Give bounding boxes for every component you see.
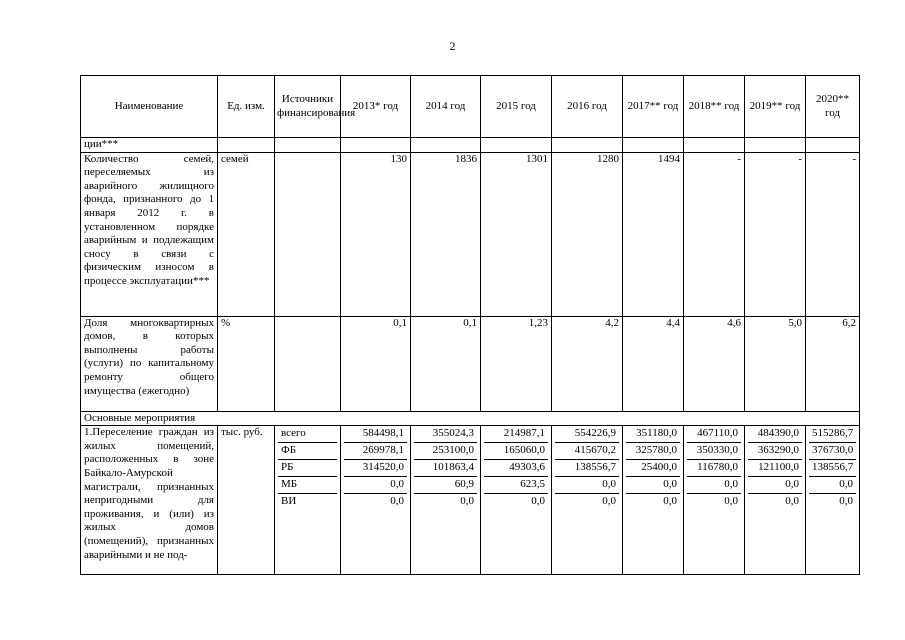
year-values-cell (745, 426, 806, 575)
funding-source: РБ (278, 459, 337, 476)
year-values-cell (481, 426, 552, 575)
value-cell: 138556,7 (555, 459, 619, 476)
funding-source: МБ (278, 476, 337, 493)
page-number: 2 (449, 39, 456, 53)
unit-cell: % (218, 316, 275, 411)
value-cell: 0,0 (809, 476, 856, 493)
empty-cell (341, 138, 411, 153)
value-cell: 4,2 (552, 316, 623, 411)
value-cell: 269978,1 (344, 442, 407, 459)
value-cell: 515286,7 (812, 427, 854, 440)
value-cell: 5,0 (745, 316, 806, 411)
value-cell: 0,0 (344, 493, 407, 509)
empty-cell (623, 138, 684, 153)
year-values-cell (806, 426, 860, 575)
year-values-cell (341, 426, 411, 575)
value-cell: 0,0 (626, 476, 680, 493)
value-cell: 623,5 (484, 476, 548, 493)
value-cell: 584498,1 (362, 427, 404, 440)
value-cell: 60,9 (414, 476, 477, 493)
empty-cell (806, 138, 860, 153)
value-cell: 25400,0 (626, 459, 680, 476)
value-cell: 6,2 (806, 316, 860, 411)
col-header-year: 2017** год (623, 76, 684, 138)
value-cell: - (745, 152, 806, 316)
year-values-cell (623, 426, 684, 575)
empty-cell (684, 138, 745, 153)
value-cell: 4,6 (684, 316, 745, 411)
value-cell: 350330,0 (687, 442, 741, 459)
value-cell: 314520,0 (344, 459, 407, 476)
value-cell: 130 (341, 152, 411, 316)
empty-cell (411, 138, 481, 153)
col-header-year: 2019** год (745, 76, 806, 138)
value-cell: 49303,6 (484, 459, 548, 476)
value-cell: 351180,0 (636, 427, 677, 440)
funding-source: всего (281, 427, 306, 440)
col-header-unit: Ед. изм. (218, 76, 275, 138)
empty-cell (218, 138, 275, 153)
value-cell: 415670,2 (555, 442, 619, 459)
header-row (81, 76, 860, 138)
table-row (81, 316, 860, 411)
value-cell: 0,0 (555, 476, 619, 493)
funding-source: ФБ (278, 442, 337, 459)
col-header-source: Источники финансирования (275, 76, 341, 138)
value-cell: 121100,0 (748, 459, 802, 476)
value-cell: 1836 (411, 152, 481, 316)
value-cell: - (806, 152, 860, 316)
col-header-year: 2014 год (411, 76, 481, 138)
year-values-cell (411, 426, 481, 575)
value-cell: 0,0 (809, 493, 856, 509)
row-name-continuation: ции*** (81, 138, 218, 153)
value-cell: 214987,1 (503, 427, 545, 440)
table-row (81, 426, 860, 575)
value-cell: 165060,0 (484, 442, 548, 459)
empty-cell (275, 138, 341, 153)
empty-cell (745, 138, 806, 153)
col-header-year: 2015 год (481, 76, 552, 138)
value-cell: 1280 (552, 152, 623, 316)
col-header-year: 2018** год (684, 76, 745, 138)
value-cell: 554226,9 (574, 427, 616, 440)
table-row (81, 138, 860, 153)
value-cell: 0,0 (687, 493, 741, 509)
year-values-cell (684, 426, 745, 575)
value-cell: 0,0 (344, 476, 407, 493)
value-cell: 0,0 (555, 493, 619, 509)
table-row (81, 152, 860, 316)
row-name-families: Количество семей, переселяемых из аварийного жилищного фонда, признанного до 1 января 2012 г. в установленном порядке аварийным и подлежащим сносу в связи с физическим износом в процессе эксплуатации*** (81, 152, 218, 316)
value-cell: 1,23 (481, 316, 552, 411)
value-cell: 355024,3 (432, 427, 474, 440)
value-cell: 0,1 (341, 316, 411, 411)
value-cell: 0,0 (748, 476, 802, 493)
value-cell: 1301 (481, 152, 552, 316)
col-header-year: 2016 год (552, 76, 623, 138)
value-cell: - (684, 152, 745, 316)
value-cell: 0,0 (484, 493, 548, 509)
program-indicators-table (80, 75, 860, 575)
row-name-resettlement: 1.Переселение граждан из жилых помещений, расположенных в зоне Байкало-Амурской магистрали, признанных непригодными для проживания, и (или) из жилых домов (помещений), признанных аварийными и не под- (81, 426, 218, 575)
empty-cell (552, 138, 623, 153)
year-values-cell (552, 426, 623, 575)
source-cell (275, 316, 341, 411)
section-row (81, 411, 860, 426)
value-cell: 325780,0 (626, 442, 680, 459)
col-header-year: 2013* год (341, 76, 411, 138)
empty-cell (481, 138, 552, 153)
funding-source: ВИ (278, 493, 337, 509)
unit-cell: семей (218, 152, 275, 316)
source-cell (275, 152, 341, 316)
unit-cell: тыс. руб. (218, 426, 275, 575)
funding-sources-cell (275, 426, 341, 575)
value-cell: 484390,0 (757, 427, 799, 440)
row-name-share: Доля многоквартирных домов, в которых выполнены работы (услуги) по капитальному ремонту общего имущества (ежегодно) (81, 316, 218, 411)
value-cell: 101863,4 (414, 459, 477, 476)
value-cell: 0,0 (626, 493, 680, 509)
value-cell: 0,1 (411, 316, 481, 411)
value-cell: 138556,7 (809, 459, 856, 476)
value-cell: 1494 (623, 152, 684, 316)
value-cell: 376730,0 (809, 442, 856, 459)
value-cell: 116780,0 (687, 459, 741, 476)
value-cell: 363290,0 (748, 442, 802, 459)
section-title: Основные мероприятия (81, 411, 860, 426)
value-cell: 4,4 (623, 316, 684, 411)
col-header-name: Наименование (81, 76, 218, 138)
value-cell: 0,0 (414, 493, 477, 509)
value-cell: 0,0 (687, 476, 741, 493)
value-cell: 0,0 (748, 493, 802, 509)
value-cell: 253100,0 (414, 442, 477, 459)
value-cell: 467110,0 (697, 427, 738, 440)
col-header-year: 2020** год (806, 76, 860, 138)
